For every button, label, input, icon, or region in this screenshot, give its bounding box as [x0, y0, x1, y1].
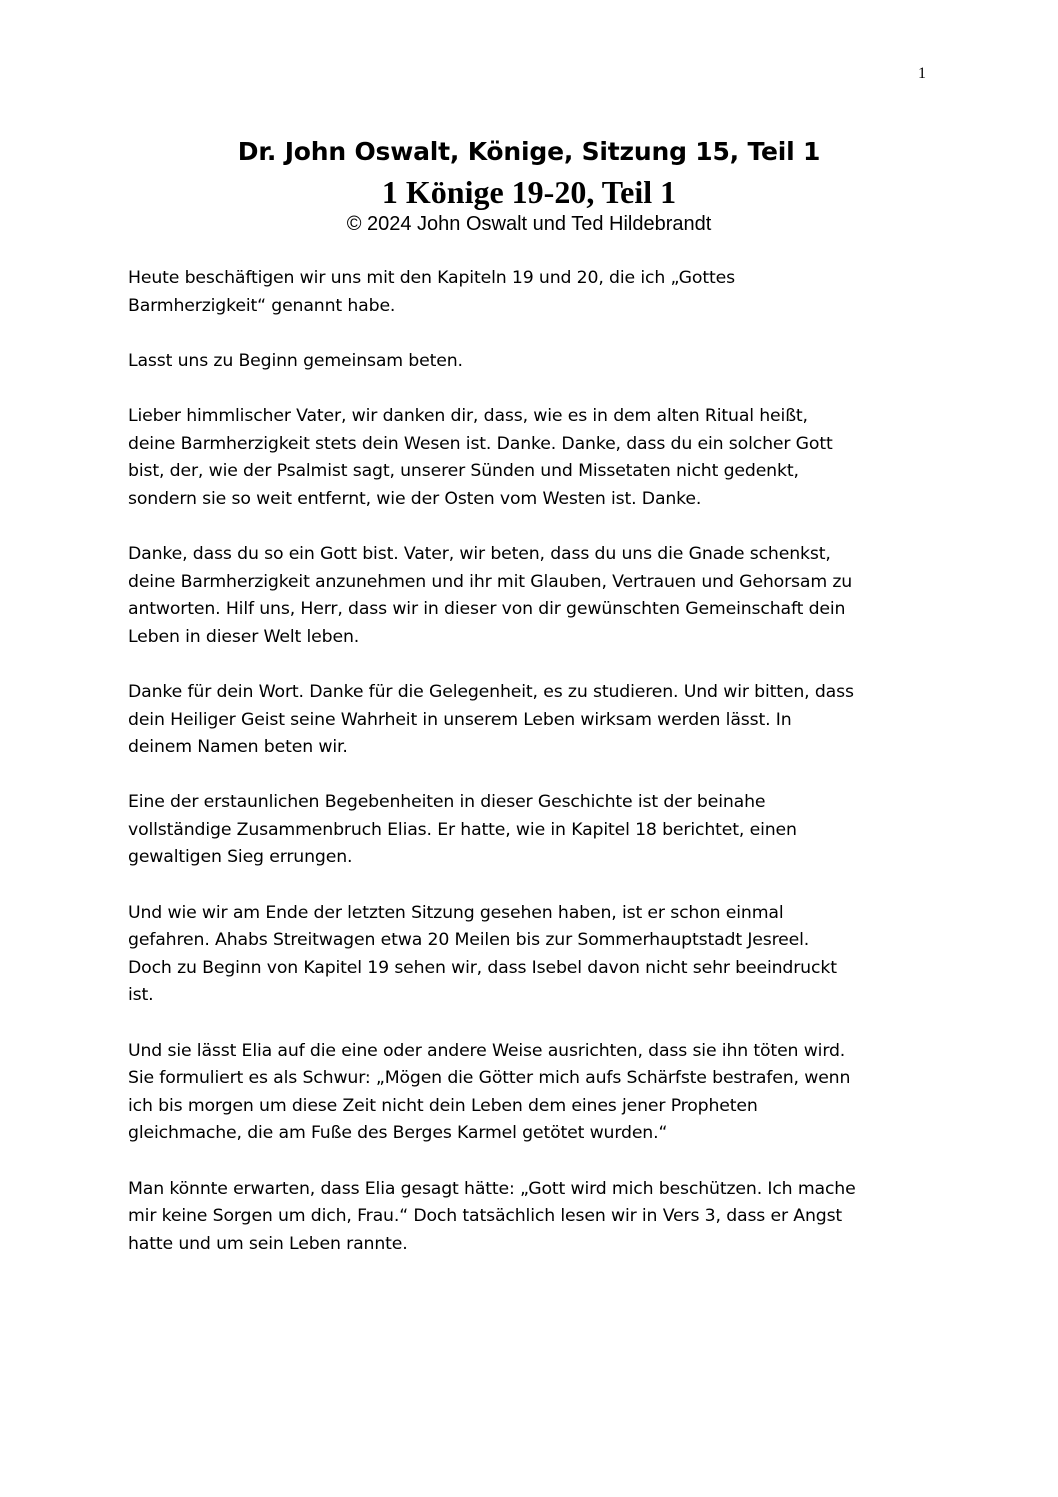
- paragraph: Danke für dein Wort. Danke für die Gelegenheit, es zu studieren. Und wir bitten, dass dein Heiliger Geist seine Wahrheit in unserem Leben wirksam werden lässt. In deinem Namen beten wir.: [128, 681, 854, 758]
- document-body: [128, 265, 943, 1286]
- document-title: Dr. John Oswalt, Könige, Sitzung 15, Teil 1: [237, 137, 821, 166]
- page-number: 1: [918, 65, 926, 82]
- paragraph: Man könnte erwarten, dass Elia gesagt hätte: „Gott wird mich beschützen. Ich mache mir keine Sorgen um dich, Frau.“ Doch tatsächlich lesen wir in Vers 3, dass er Angst hatte und um sein Leben rannte.: [128, 1178, 856, 1254]
- paragraph: Heute beschäftigen wir uns mit den Kapiteln 19 und 20, die ich „Gottes Barmherzigkeit“ genannt habe.: [128, 268, 735, 316]
- paragraph: Lasst uns zu Beginn gemeinsam beten.: [128, 350, 463, 371]
- paragraph: Danke, dass du so ein Gott bist. Vater, wir beten, dass du uns die Gnade schenkst, deine Barmherzigkeit anzunehmen und ihr mit Glauben, Vertrauen und Gehorsam zu antworten. Hilf uns, Herr, dass wir in dieser von dir gewünschten Gemeinschaft dein Leben in dieser Welt leben.: [128, 543, 853, 647]
- document-header: [0, 132, 1058, 236]
- paragraph: Und wie wir am Ende der letzten Sitzung gesehen haben, ist er schon einmal gefahren. Ahabs Streitwagen etwa 20 Meilen bis zur Sommerhauptstadt Jesreel. Doch zu Beginn von Kapitel 19 sehen wir, dass Isebel davon nicht sehr beeindruckt ist.: [128, 902, 837, 1006]
- document-subtitle: 1 Könige 19-20, Teil 1: [381, 174, 677, 210]
- paragraph: Und sie lässt Elia auf die eine oder andere Weise ausrichten, dass sie ihn töten wird. Sie formuliert es als Schwur: „Mögen die Götter mich aufs Schärfste bestrafen, wenn ich bis morgen um diese Zeit nicht dein Leben dem eines jener Propheten gleichmache, die am Fuße des Berges Karmel getötet wurden.“: [128, 1040, 851, 1144]
- paragraph: Lieber himmlischer Vater, wir danken dir, dass, wie es in dem alten Ritual heißt, deine Barmherzigkeit stets dein Wesen ist. Danke. Danke, dass du ein solcher Gott bist, der, wie der Psalmist sagt, unserer Sünden und Missetaten nicht gedenkt, sondern sie so weit entfernt, wie der Osten vom Westen ist. Danke.: [128, 405, 833, 509]
- paragraph: Eine der erstaunlichen Begebenheiten in dieser Geschichte ist der beinahe vollständige Zusammenbruch Elias. Er hatte, wie in Kapitel 18 berichtet, einen gewaltigen Sieg errungen.: [128, 792, 797, 868]
- copyright-line: © 2024 John Oswalt und Ted Hildebrandt: [346, 213, 712, 235]
